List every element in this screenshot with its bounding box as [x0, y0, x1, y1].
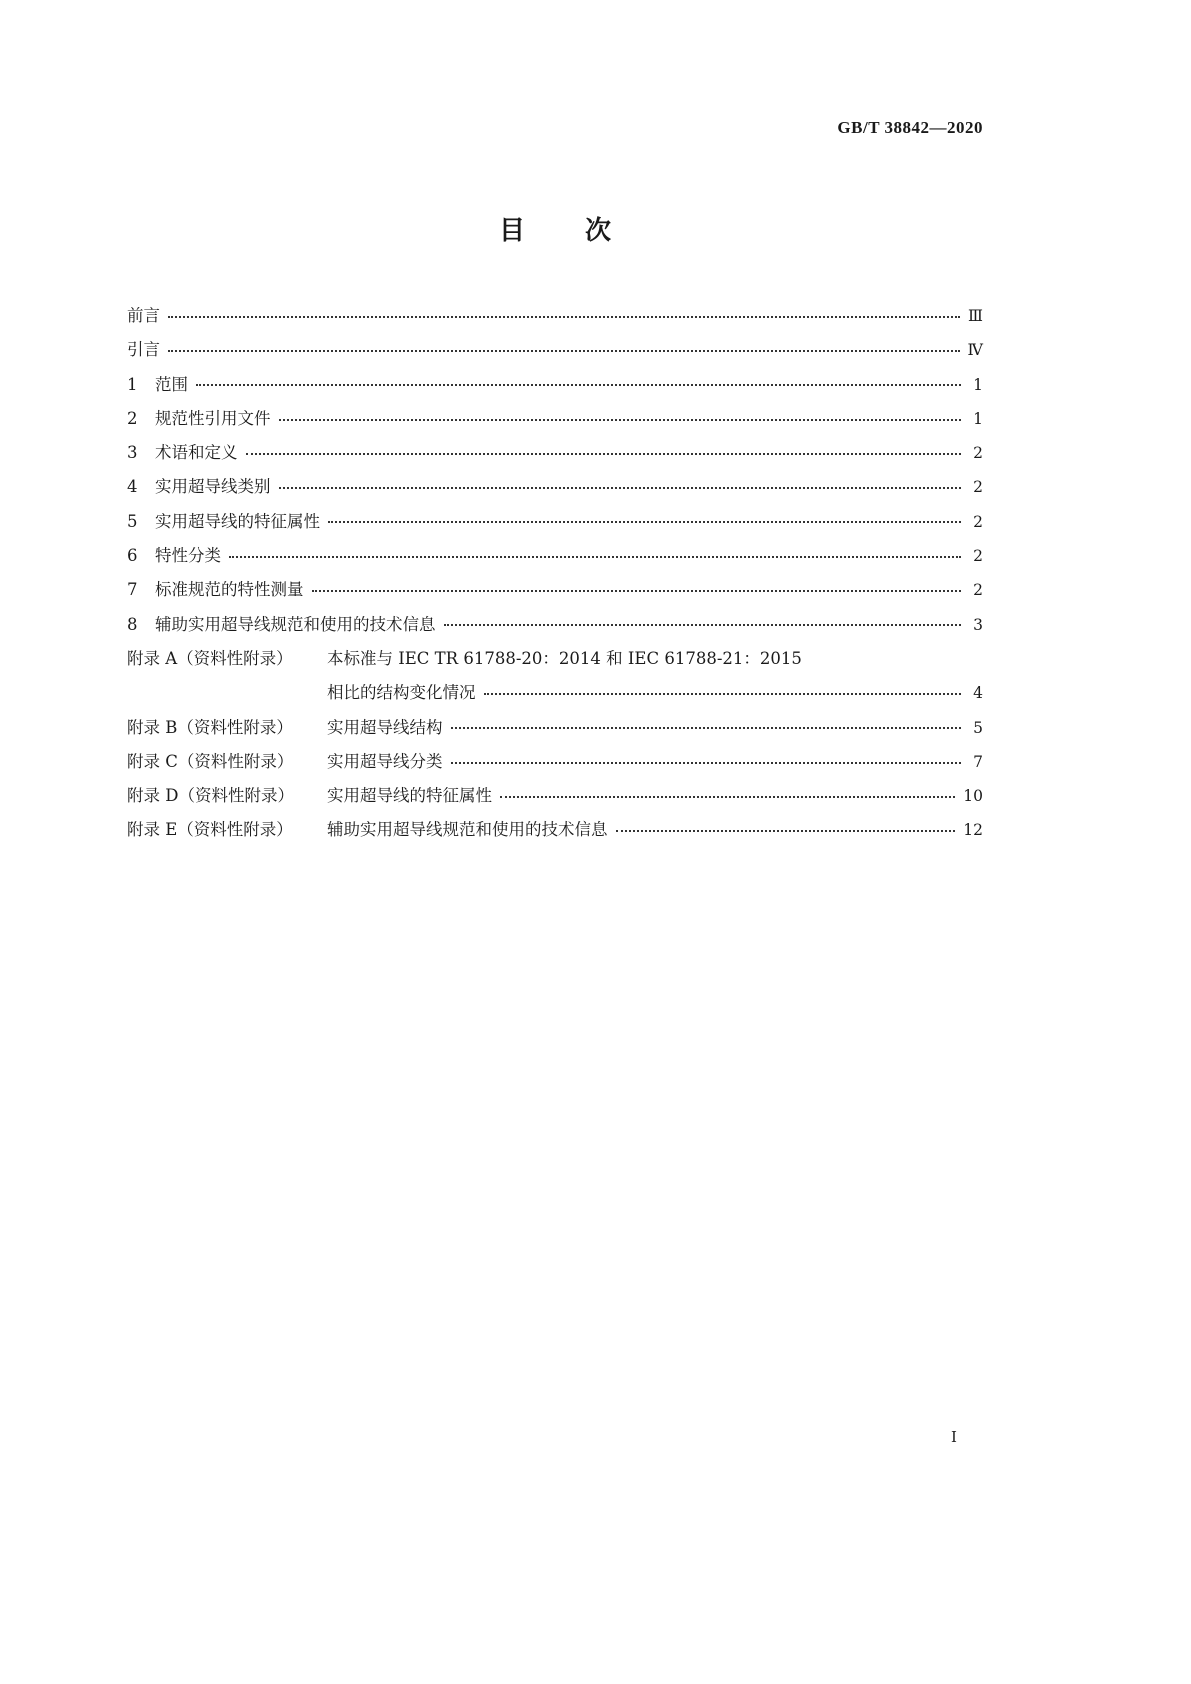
toc-appendix-a[interactable]	[127, 645, 983, 679]
toc-entry-title: 实用超导线的特征属性	[155, 511, 320, 531]
appendix-label: 附录 A（资料性附录）	[127, 648, 293, 668]
toc-entry-number: 7	[127, 580, 138, 600]
toc-entry-title: 特性分类	[155, 546, 221, 566]
dot-leader	[279, 476, 962, 493]
toc-entry-number: 2	[127, 408, 138, 428]
dot-leader	[500, 785, 955, 802]
toc-entry-page: 4	[973, 684, 983, 703]
toc-entry-page: 2	[973, 444, 983, 463]
appendix-title: 实用超导线分类	[327, 751, 443, 771]
dot-leader	[484, 682, 962, 699]
toc-entry-page: Ⅲ	[968, 307, 983, 325]
toc-entry-5[interactable]	[127, 508, 983, 542]
appendix-label: 附录 C（资料性附录）	[127, 751, 294, 771]
toc-title-char-2: 次	[585, 216, 612, 246]
toc-entry-introduction[interactable]	[127, 336, 983, 370]
toc-entry-page: 1	[973, 375, 983, 394]
toc-entry-number: 5	[127, 511, 138, 531]
toc-entry-number: 3	[127, 443, 138, 463]
toc-entry-page: 7	[973, 752, 983, 771]
toc-appendix-e[interactable]	[127, 816, 983, 850]
dot-leader	[279, 407, 962, 424]
toc-entry-6[interactable]	[127, 542, 983, 576]
appendix-label: 附录 E（资料性附录）	[127, 820, 293, 840]
toc-entry-4[interactable]	[127, 473, 983, 507]
toc-entry-page: 2	[973, 581, 983, 600]
toc-entry-title: 规范性引用文件	[155, 408, 271, 428]
dot-leader	[312, 579, 962, 596]
dot-leader	[168, 305, 960, 322]
toc-entry-page: 12	[963, 821, 983, 840]
dot-leader	[229, 545, 961, 562]
dot-leader	[328, 510, 961, 527]
toc-appendix-d[interactable]	[127, 782, 983, 816]
toc-entry-page: 2	[973, 547, 983, 566]
footer-page-number: I	[951, 1428, 957, 1446]
dot-leader	[246, 442, 962, 459]
toc-appendix-a-continuation[interactable]	[127, 679, 983, 713]
toc-entry-page: Ⅳ	[967, 341, 983, 360]
toc-appendix-b[interactable]	[127, 714, 983, 748]
toc-entry-number: 6	[127, 546, 138, 566]
dot-leader	[451, 716, 962, 733]
toc-entry-page: 5	[973, 718, 983, 737]
toc-entry-title: 前言	[127, 306, 160, 325]
toc-entry-title: 标准规范的特性测量	[155, 580, 304, 600]
toc-entry-page: 2	[973, 512, 983, 531]
dot-leader	[444, 613, 962, 630]
appendix-title: 实用超导线结构	[327, 717, 443, 737]
toc-entry-title: 辅助实用超导线规范和使用的技术信息	[155, 614, 436, 634]
toc-entry-8[interactable]	[127, 611, 983, 645]
toc-entry-foreword[interactable]	[127, 302, 983, 336]
toc-appendix-c[interactable]	[127, 748, 983, 782]
dot-leader	[168, 339, 960, 356]
toc-entry-number: 1	[127, 374, 138, 394]
standard-code: GB/T 38842—2020	[837, 118, 983, 137]
toc-entry-number: 4	[127, 477, 138, 497]
dot-leader	[196, 373, 961, 390]
dot-leader	[451, 750, 962, 767]
table-of-contents	[127, 302, 983, 851]
toc-entry-7[interactable]	[127, 576, 983, 610]
appendix-title: 实用超导线的特征属性	[327, 786, 492, 806]
toc-entry-3[interactable]	[127, 439, 983, 473]
toc-entry-page: 10	[963, 787, 983, 806]
appendix-title: 辅助实用超导线规范和使用的技术信息	[327, 820, 608, 840]
toc-entry-title: 范围	[155, 374, 188, 394]
toc-entry-number: 8	[127, 614, 138, 634]
toc-title-char-1: 目	[498, 216, 525, 246]
toc-entry-page: 2	[973, 478, 983, 497]
toc-entry-2[interactable]	[127, 405, 983, 439]
toc-entry-page: 1	[973, 409, 983, 428]
toc-entry-page: 3	[973, 615, 983, 634]
toc-title	[0, 210, 1110, 247]
appendix-label: 附录 B（资料性附录）	[127, 717, 293, 737]
dot-leader	[616, 819, 956, 836]
appendix-title: 本标准与 IEC TR 61788-20：2014 和 IEC 61788-21：2015	[327, 648, 802, 668]
appendix-label: 附录 D（资料性附录）	[127, 786, 294, 806]
toc-entry-title: 引言	[127, 340, 160, 360]
toc-entry-1[interactable]	[127, 371, 983, 405]
toc-entry-title: 术语和定义	[155, 443, 238, 463]
toc-entry-title: 实用超导线类别	[155, 477, 271, 497]
appendix-title-continuation: 相比的结构变化情况	[327, 683, 476, 703]
